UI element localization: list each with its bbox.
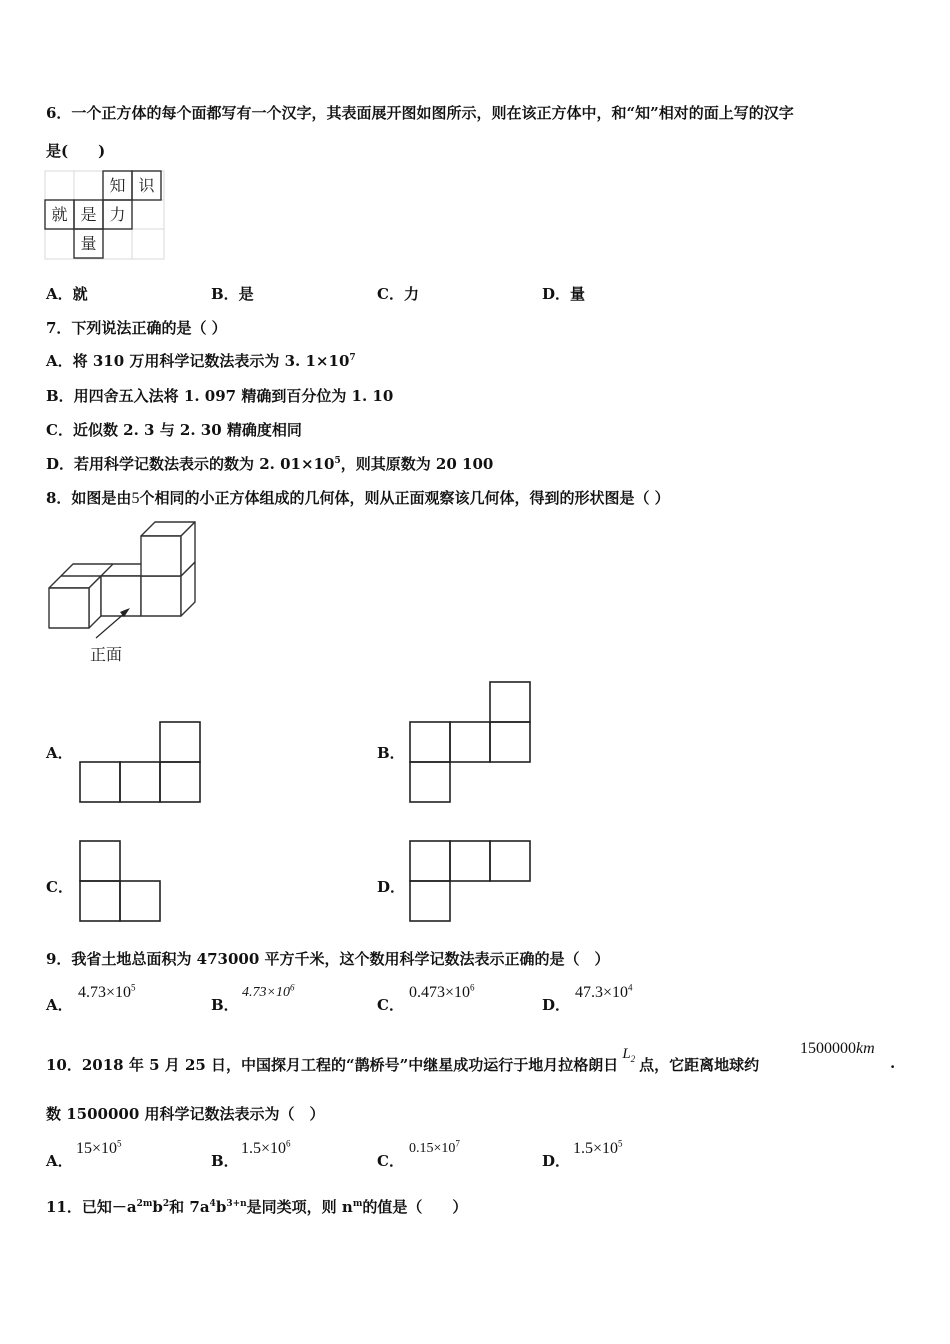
q7-d-text: D．若用科学记数法表示的数为 2. 01×10: [46, 455, 335, 473]
q9-option-c-label: C．: [377, 996, 404, 1014]
q10-c-base: 0.15×10: [409, 1141, 456, 1156]
q10-a-exp: 5: [117, 1138, 122, 1149]
q7-a-exp: 7: [349, 353, 356, 363]
q11-t2: b: [152, 1198, 163, 1216]
q10-stem-end: .: [890, 1054, 896, 1072]
q10-distance-value: 1500000: [800, 1040, 856, 1057]
q9-b-exp: 6: [289, 982, 295, 993]
q8-stem-post: 个相同的小正方体组成的几何体，则从正面观察该几何体，得到的形状图是（ ）: [139, 489, 670, 507]
q10-point-sub: 2: [630, 1054, 636, 1064]
q8-stem: [46, 487, 670, 508]
q9-c-exp: 6: [470, 982, 475, 993]
q8-option-c-figure: [78, 839, 164, 925]
q10-distance-unit: km: [856, 1040, 875, 1057]
q6-stem-line2: 是( ): [46, 142, 106, 160]
q10-d-base: 1.5×10: [573, 1140, 619, 1157]
q7-option-c: C．近似数 2. 3 与 2. 30 精确度相同: [46, 421, 302, 439]
q10-stem-line2: 数 1500000 用科学记数法表示为（ ）: [46, 1105, 325, 1123]
net-cell-jiu: 就: [51, 205, 68, 224]
q9-stem: 9．我省土地总面积为 473000 平方千米，这个数用科学记数法表示正确的是（ ）: [46, 950, 610, 968]
q11-e4: 3+n: [226, 1199, 247, 1209]
net-cell-shi-know: 识: [138, 176, 155, 195]
q11-e5: m: [352, 1199, 363, 1209]
q8-option-b-label: B．: [377, 744, 405, 762]
q8-stem-pre: 8．如图是由: [46, 489, 132, 507]
q10-option-b-label: B．: [211, 1152, 239, 1170]
q9-option-c-value: [409, 984, 475, 1002]
q8-option-a-label: A．: [46, 744, 73, 762]
q10-stem-mid: 点，它距离地球约: [639, 1056, 760, 1074]
q10-option-c-label: C．: [377, 1152, 404, 1170]
q10-a-base: 15×10: [76, 1140, 118, 1157]
q6-option-a: A．就: [46, 285, 88, 303]
q7-d-exp: 5: [334, 456, 341, 466]
net-cell-shi: 是: [80, 205, 97, 224]
q11-t6: 的值是（ ）: [362, 1198, 468, 1216]
q7-a-text: A．将 310 万用科学记数法表示为 3. 1×10: [46, 352, 350, 370]
q9-d-base: 47.3×10: [575, 984, 629, 1001]
q7-d-tail: ，则其原数为 20 100: [340, 455, 494, 473]
q10-distance: [800, 1040, 875, 1058]
net-cell-li: 力: [109, 205, 126, 224]
q8-option-a-figure: [78, 720, 204, 806]
q10-d-exp: 5: [618, 1138, 623, 1149]
q10-option-a-value: [76, 1140, 122, 1158]
q11-t1: 11．已知－a: [46, 1198, 137, 1216]
q8-option-d-label: D．: [377, 878, 406, 896]
q9-option-d-label: D．: [542, 996, 571, 1014]
q7-option-a: [46, 350, 356, 371]
q10-option-b-value: [241, 1140, 291, 1158]
q6-option-d: D．量: [542, 285, 586, 303]
q7-stem: 7．下列说法正确的是（ ）: [46, 319, 227, 337]
q11-stem: [46, 1196, 467, 1217]
q8-option-b-figure: [408, 680, 534, 806]
q11-e1: 2m: [136, 1199, 153, 1209]
q11-t4: b: [215, 1198, 227, 1216]
q9-option-a-value: [78, 984, 136, 1002]
q7-option-d: [46, 453, 493, 474]
q9-option-d-value: [575, 984, 633, 1002]
q8-solid-figure: [44, 520, 204, 670]
q10-option-d-value: [573, 1140, 623, 1158]
net-cell-liang: 量: [80, 234, 97, 253]
q6-option-c: C．力: [377, 285, 419, 303]
q10-option-a-label: A．: [46, 1152, 73, 1170]
net-cell-zhi: 知: [109, 176, 126, 195]
q9-c-base: 0.473×10: [409, 984, 471, 1001]
q8-option-c-label: C．: [46, 878, 73, 896]
q11-t3: 和 7a: [169, 1198, 210, 1216]
q10-stem-line1: [46, 1046, 760, 1076]
q10-point-letter: L: [622, 1046, 631, 1062]
q11-t5: 是同类项，则 n: [246, 1198, 353, 1216]
q10-option-c-value: [409, 1138, 460, 1157]
q7-option-b: B．用四舍五入法将 1. 097 精确到百分位为 1. 10: [46, 387, 394, 405]
q9-a-base: 4.73×10: [78, 984, 132, 1001]
q10-option-d-label: D．: [542, 1152, 571, 1170]
q10-c-exp: 7: [455, 1138, 460, 1149]
q9-b-base: 4.73×10: [242, 985, 290, 1000]
q8-option-d-figure: [408, 839, 534, 925]
q10-point-L2: [622, 1046, 635, 1064]
q10-b-base: 1.5×10: [241, 1140, 287, 1157]
q9-option-b-label: B．: [211, 996, 239, 1014]
q6-stem-line1: 6．一个正方体的每个面都写有一个汉字，其表面展开图如图所示，则在该正方体中，和“知”相对的面上写的汉字: [46, 104, 794, 122]
q8-front-label: 正面: [90, 645, 123, 664]
q11-e2: 2: [162, 1199, 170, 1209]
q9-d-exp: 4: [628, 982, 633, 993]
q10-b-exp: 6: [286, 1138, 291, 1149]
q8-stem-num: 5: [131, 490, 140, 507]
q6-cube-net: [44, 170, 166, 262]
q9-a-exp: 5: [131, 982, 136, 993]
q11-e3: 4: [209, 1199, 216, 1209]
q9-option-b-value: [242, 982, 295, 1001]
q9-option-a-label: A．: [46, 996, 73, 1014]
q10-stem-pre: 10．2018 年 5 月 25 日，中国探月工程的“鹊桥号”中继星成功运行于地月拉格朗日: [46, 1056, 619, 1074]
q6-option-b: B．是: [211, 285, 254, 303]
